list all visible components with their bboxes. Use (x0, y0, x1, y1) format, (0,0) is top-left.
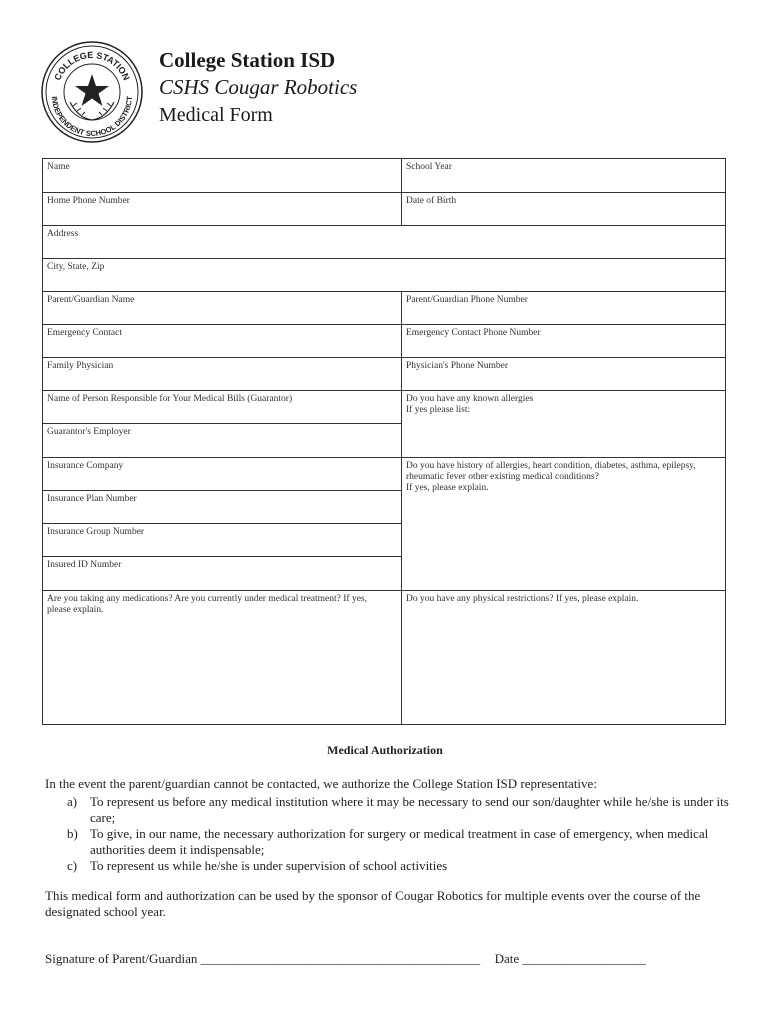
name-field[interactable] (42, 158, 402, 193)
allergies-field[interactable] (401, 390, 726, 458)
allergies-instruction: If yes please list: (406, 405, 471, 415)
restrictions-question: Do you have any physical restrictions? If yes, please explain. (406, 594, 639, 604)
parent-phone-label: Parent/Guardian Phone Number (406, 295, 528, 305)
list-item (50, 858, 730, 874)
authorization-list (50, 794, 730, 874)
parent-name-label: Parent/Guardian Name (47, 295, 135, 305)
school-year-label: School Year (406, 162, 452, 172)
list-item (50, 826, 730, 858)
authorization-intro: In the event the parent/guardian cannot be contacted, we authorize the College Station ISD representative: (45, 776, 597, 791)
authorization-closing: This medical form and authorization can be used by the sponsor of Cougar Robotics for multiple events over the course of the designated school year. (45, 888, 701, 919)
insured-id-label: Insured ID Number (47, 560, 122, 570)
medications-field[interactable] (42, 590, 402, 725)
emergency-phone-label: Emergency Contact Phone Number (406, 328, 541, 338)
address-field[interactable] (42, 225, 726, 259)
emergency-contact-field[interactable] (42, 324, 402, 358)
district-title: College Station ISD (159, 48, 336, 72)
insured-id-field[interactable] (42, 556, 402, 591)
school-year-field[interactable] (401, 158, 726, 193)
program-subtitle: CSHS Cougar Robotics (159, 75, 358, 99)
signature-line (45, 951, 646, 967)
allergies-question: Do you have any known allergies (406, 394, 534, 404)
school-district-seal (40, 40, 144, 144)
restrictions-field[interactable] (401, 590, 726, 725)
dob-label: Date of Birth (406, 196, 457, 206)
history-question-line2: rheumatic fever other existing medical conditions? (406, 472, 599, 482)
guarantor-field[interactable] (42, 390, 402, 424)
insurance-company-label: Insurance Company (47, 461, 124, 471)
dob-field[interactable] (401, 192, 726, 226)
list-item (50, 794, 730, 826)
list-marker: b) (67, 826, 78, 841)
physician-phone-field[interactable] (401, 357, 726, 391)
emergency-phone-field[interactable] (401, 324, 726, 358)
svg-text:INDEPENDENT SCHOOL DISTRICT: INDEPENDENT SCHOOL DISTRICT (49, 95, 135, 139)
medical-history-field[interactable] (401, 457, 726, 591)
list-item-text: To give, in our name, the necessary authorization for surgery or medical treatment in case of emergency, when medical authorities deem it indispensable; (90, 826, 709, 857)
parent-name-field[interactable] (42, 291, 402, 325)
city-state-zip-field[interactable] (42, 258, 726, 292)
address-label: Address (47, 229, 79, 239)
list-marker: a) (67, 794, 78, 809)
city-state-zip-label: City, State, Zip (47, 262, 105, 272)
parent-phone-field[interactable] (401, 291, 726, 325)
physician-label: Family Physician (47, 361, 114, 371)
list-item-text: To represent us before any medical institution where it may be necessary to send our son/daughter while he/she is under its care; (90, 794, 729, 825)
home-phone-label: Home Phone Number (47, 196, 130, 206)
authorization-title: Medical Authorization (327, 743, 443, 757)
group-number-field[interactable] (42, 523, 402, 557)
plan-number-field[interactable] (42, 490, 402, 524)
home-phone-field[interactable] (42, 192, 402, 226)
plan-number-label: Insurance Plan Number (47, 494, 137, 504)
guarantor-employer-field[interactable] (42, 423, 402, 458)
date-field[interactable]: Date ___________________ (494, 951, 646, 966)
list-item-text: To represent us while he/she is under supervision of school activities (90, 858, 448, 873)
form-header (159, 47, 357, 130)
signature-field[interactable]: Signature of Parent/Guardian ___________________________________________ (45, 951, 481, 966)
history-instruction: If yes, please explain. (406, 483, 489, 493)
physician-field[interactable] (42, 357, 402, 391)
medical-form-grid (42, 158, 726, 725)
emergency-contact-label: Emergency Contact (47, 328, 123, 338)
list-marker: c) (67, 858, 78, 873)
medications-instruction: please explain. (47, 605, 104, 615)
guarantor-label: Name of Person Responsible for Your Medical Bills (Guarantor) (47, 394, 293, 404)
svg-text:COLLEGE STATION: COLLEGE STATION (52, 49, 132, 82)
name-label: Name (47, 162, 70, 172)
form-name: Medical Form (159, 104, 273, 126)
physician-phone-label: Physician's Phone Number (406, 361, 508, 371)
history-question-line1: Do you have history of allergies, heart condition, diabetes, asthma, epilepsy, (406, 461, 696, 471)
medications-question: Are you taking any medications? Are you currently under medical treatment? If yes, (47, 594, 367, 604)
group-number-label: Insurance Group Number (47, 527, 145, 537)
insurance-company-field[interactable] (42, 457, 402, 491)
guarantor-employer-label: Guarantor's Employer (47, 427, 131, 437)
